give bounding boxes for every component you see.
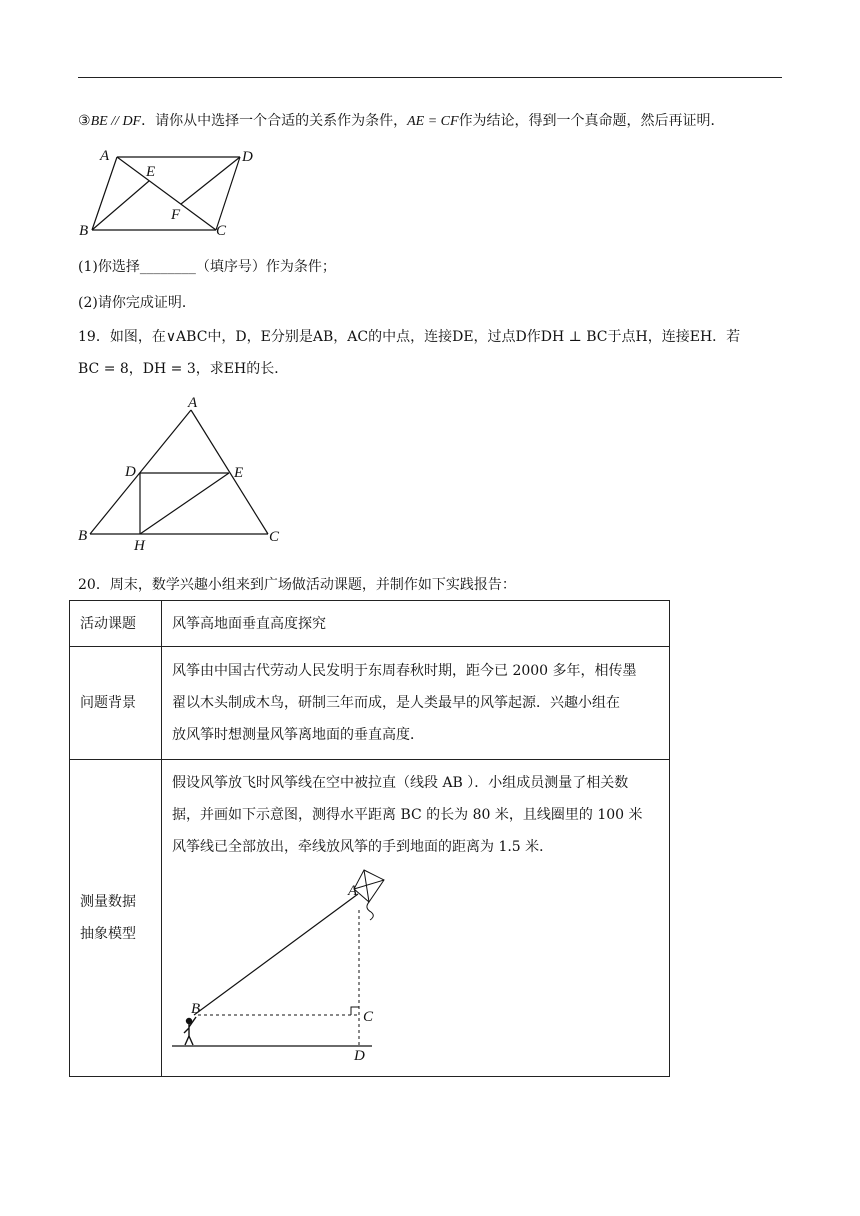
q18-part-2: (2)请你完成证明． bbox=[78, 295, 196, 311]
label-B: B bbox=[79, 223, 89, 239]
row1-label: 活动课题 bbox=[70, 601, 162, 647]
label-D: D bbox=[125, 464, 136, 480]
label-A: A bbox=[100, 148, 110, 164]
label-H: H bbox=[134, 538, 145, 554]
q20-intro: 20．周末，数学兴趣小组来到广场做活动课题，并制作如下实践报告： bbox=[78, 577, 516, 593]
label-C: C bbox=[363, 1009, 374, 1025]
table-row bbox=[70, 601, 670, 647]
row2-content bbox=[162, 647, 670, 760]
label-C: C bbox=[269, 529, 280, 545]
kite-string-AB bbox=[194, 894, 358, 1015]
row2-line-3: 放风筝时想测量风筝离地面的垂直高度． bbox=[172, 727, 424, 743]
label-C: C bbox=[216, 223, 227, 239]
label-E: E bbox=[146, 164, 156, 180]
row3-label-line-2: 抽象模型 bbox=[80, 926, 136, 942]
row3-label-line-1: 测量数据 bbox=[80, 894, 136, 910]
row1-content: 风筝高地面垂直高度探究 bbox=[162, 601, 670, 647]
q18-part-1: (1)你选择________（填序号）作为条件； bbox=[78, 259, 336, 275]
label-F: F bbox=[171, 207, 181, 223]
label-D: D bbox=[354, 1048, 365, 1064]
parallelogram-figure bbox=[70, 140, 270, 245]
label-A: A bbox=[188, 395, 198, 411]
row3-line-2: 据，并画如下示意图，测得水平距离 BC 的长为 80 米，且线圈里的 100 米 bbox=[172, 807, 643, 823]
label-D: D bbox=[242, 149, 253, 165]
person-icon bbox=[184, 1017, 196, 1045]
row3-label bbox=[70, 760, 162, 1077]
header-rule bbox=[78, 77, 782, 78]
right-angle-mark bbox=[351, 1007, 359, 1015]
label-A: A bbox=[348, 883, 358, 899]
label-E: E bbox=[234, 465, 244, 481]
row3-line-1: 假设风筝放飞时风筝线在空中被拉直（线段 AB ）．小组成员测量了相关数 bbox=[172, 775, 629, 791]
row3-line-3: 风筝线已全部放出，牵线放风筝的手到地面的距离为 1.5 米． bbox=[172, 839, 554, 855]
row2-line-2: 翟以木头制成木鸟，研制三年而成，是人类最早的风筝起源．兴趣小组在 bbox=[172, 695, 620, 711]
kite-figure bbox=[170, 866, 400, 1064]
label-B: B bbox=[191, 1001, 201, 1017]
q19-line-2: BC = 8，DH = 3，求EH的长． bbox=[78, 361, 289, 377]
row2-line-1: 风筝由中国古代劳动人民发明于东周春秋时期，距今已 2000 多年，相传墨 bbox=[172, 663, 637, 679]
row2-label: 问题背景 bbox=[70, 647, 162, 760]
q18-condition-3 bbox=[78, 111, 725, 132]
cond3-number: ③ bbox=[78, 113, 91, 129]
conclusion-expression: AE = CF bbox=[407, 114, 459, 129]
q19-line-1: 19．如图，在∨ABC中，D，E分别是AB，AC的中点，连接DE，过点D作DH ⊥ BC于点H，连接EH．若 bbox=[78, 329, 741, 345]
conclusion-text: 作为结论，得到一个真命题，然后再证明． bbox=[458, 113, 725, 129]
cond3-text: ．请你从中选择一个合适的关系作为条件， bbox=[141, 113, 408, 129]
triangle-figure bbox=[70, 390, 290, 555]
kite-icon bbox=[354, 870, 384, 902]
cond3-expression: BE // DF bbox=[90, 114, 142, 129]
table-row bbox=[70, 647, 670, 760]
label-B: B bbox=[78, 528, 88, 544]
